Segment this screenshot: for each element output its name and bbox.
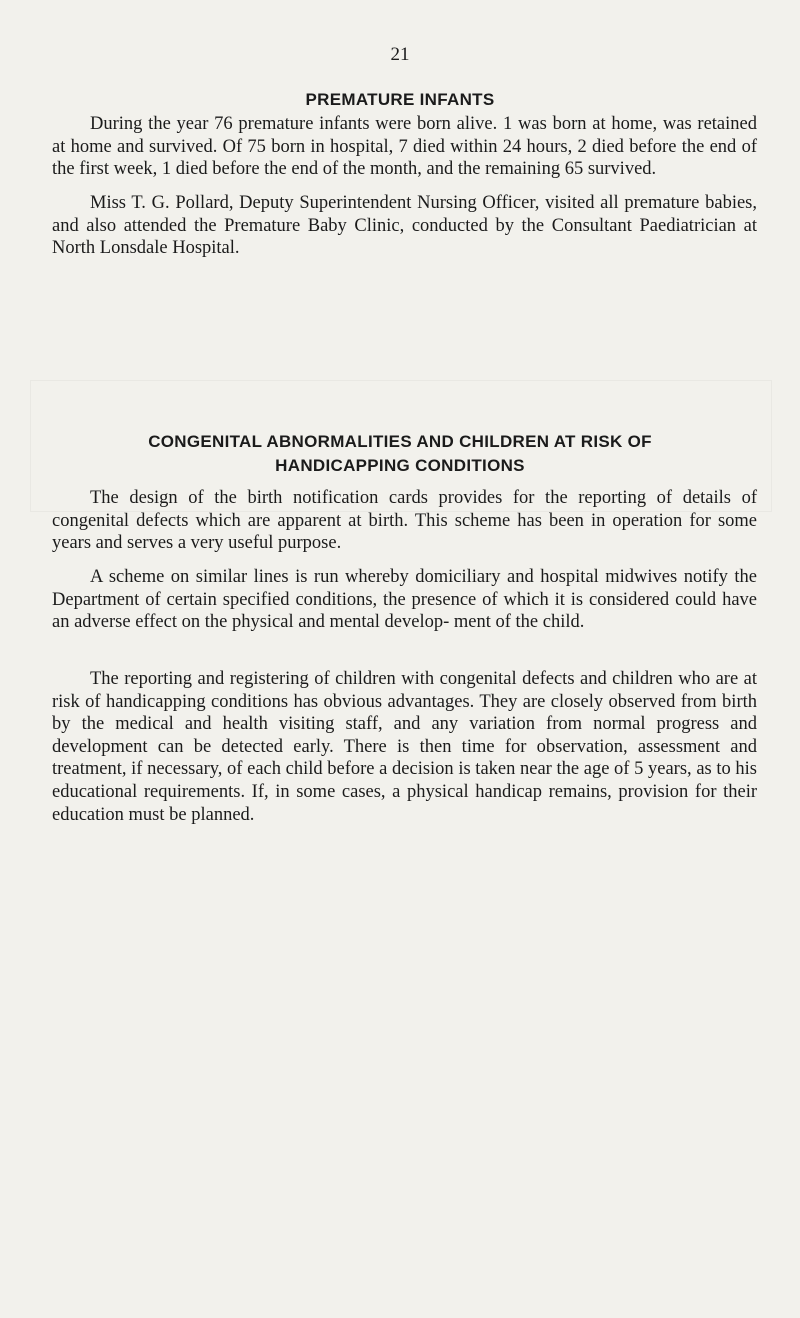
heading-line: PREMATURE INFANTS (305, 90, 495, 109)
page-number: 21 (390, 44, 410, 65)
paragraph-premature-births: During the year 76 premature infants were born alive. 1 was born at home, was retained at home and survived. Of 75 born in hospital, 7 died within 24 hours, 2 died before the end of the first week, 1 died before the end of the month, and the remaining 65 survived. (52, 114, 757, 180)
section-heading-premature-infants (0, 88, 800, 112)
heading-line: HANDICAPPING CONDITIONS (275, 456, 525, 475)
paragraph-birth-notification: The design of the birth notification cards provides for the reporting of details of congenital defects which are apparent at birth. This scheme has been in operation for some years and serves a very useful purpose. (52, 488, 757, 554)
paragraph-reporting-registering: The reporting and registering of children with congenital defects and children who are at risk of handicapping conditions has obvious advantages. They are closely observed from birth by the medical and health visiting staff, and any variation from normal progress and development can be detected early. There is then time for observation, assessment and treatment, if necessary, of each child before a decision is taken near the age of 5 years, as to his educational requirements. If, in some cases, a physical handicap remains, provision for their education must be planned. (52, 669, 757, 825)
paragraph-midwives-scheme: A scheme on similar lines is run whereby domiciliary and hospital midwives notify the Department of certain specified conditions, the presence of which it is considered could have an adverse effect on the physical and mental develop- ment of the child. (52, 567, 757, 633)
section-heading-congenital-abnormalities (0, 430, 800, 478)
heading-line: CONGENITAL ABNORMALITIES AND CHILDREN AT RISK OF (148, 432, 652, 451)
paragraph-nursing-officer: Miss T. G. Pollard, Deputy Superintendent Nursing Officer, visited all premature babies, and also attended the Premature Baby Clinic, conducted by the Consultant Paediatrician at North Lonsdale Hospital. (52, 193, 757, 259)
